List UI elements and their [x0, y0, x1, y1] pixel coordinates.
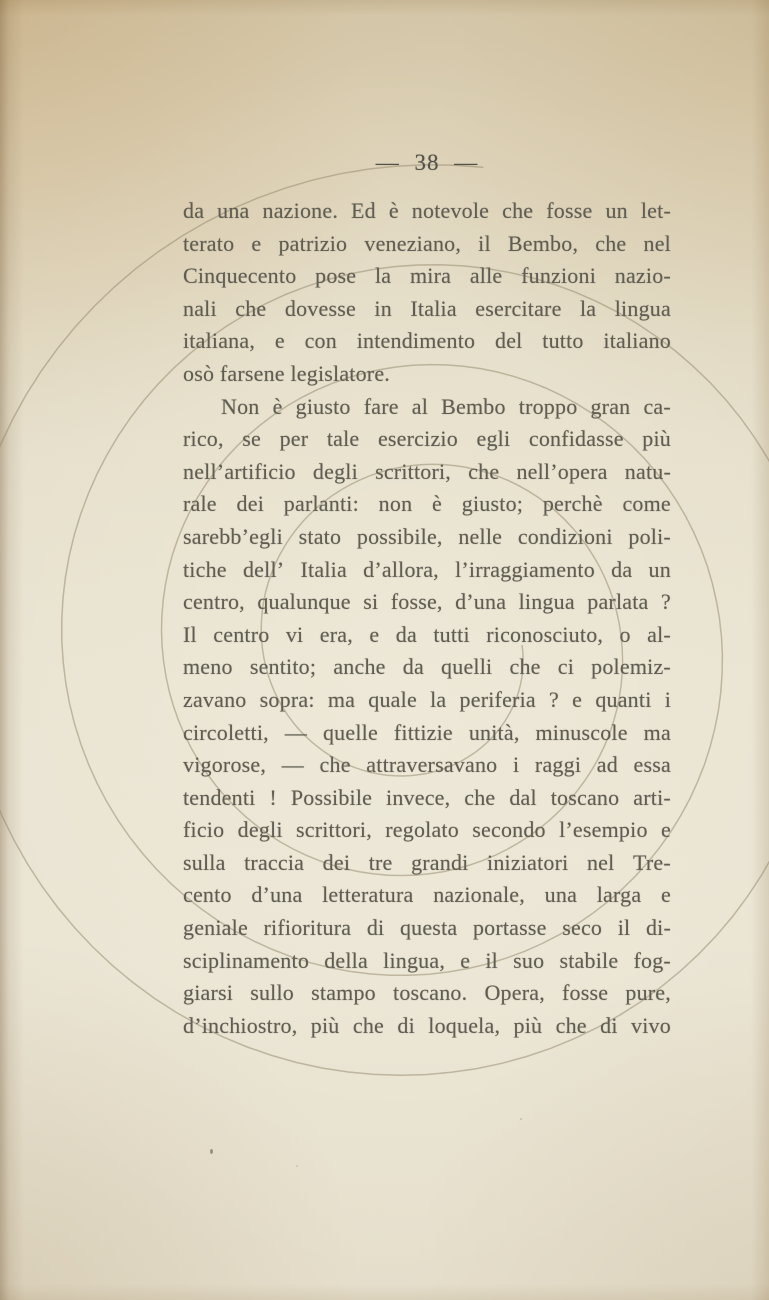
text-line: sarebb’egli stato possibile, nelle condizioni poli- — [183, 523, 671, 549]
text-line: terato e patrizio veneziano, il Bembo, che nel — [183, 230, 671, 256]
text-line: nell’artificio degli scrittori, che nell’opera natu- — [183, 458, 671, 484]
text-line: tiche dell’ Italia d’allora, l’irraggiamento da un — [183, 556, 671, 582]
text-line: circoletti, — quelle fittizie unità, minuscole ma — [183, 719, 671, 745]
text-line: sulla traccia dei tre grandi iniziatori nel Tre- — [183, 849, 671, 875]
text-line: cento d’una letteratura nazionale, una larga e — [183, 882, 671, 908]
text-line: Il centro vi era, e da tutti riconosciuto, o al- — [183, 621, 671, 647]
text-line: ficio degli scrittori, regolato secondo l’esempio e — [183, 817, 671, 843]
text-line: rale dei parlanti: non è giusto; perchè come — [183, 491, 671, 517]
text-line: d’inchiostro, più che di loquela, più che di vivo — [183, 1012, 671, 1038]
paper-speck — [210, 1149, 213, 1154]
text-line: osò farsene legislatore. — [183, 360, 391, 386]
text-line: giarsi sullo stampo toscano. Opera, fosse pure, — [183, 980, 671, 1006]
text-line: meno sentito; anche da quelli che ci polemiz- — [183, 654, 671, 680]
text-line: zavano sopra: ma quale la periferia ? e quanti i — [183, 686, 671, 712]
paper-speck — [296, 1165, 298, 1167]
page-number: — 38 — — [375, 150, 479, 175]
text-line: centro, qualunque si fosse, d’una lingua parlata ? — [183, 589, 671, 615]
paper-speck — [520, 1118, 522, 1120]
text-line: Cinquecento pose la mira alle funzioni nazio- — [183, 263, 671, 289]
text-line: Non è giusto fare al Bembo troppo gran ca- — [221, 393, 671, 419]
text-block — [183, 198, 671, 1045]
text-line: sciplinamento della lingua, e il suo stabile fog- — [183, 947, 671, 973]
text-line: italiana, e con intendimento del tutto italiano — [183, 328, 671, 354]
text-line: nali che dovesse in Italia esercitare la lingua — [183, 295, 671, 321]
text-line: da una nazione. Ed è notevole che fosse un let- — [183, 198, 671, 223]
text-line: geniale rifioritura di questa portasse seco il di- — [183, 915, 671, 941]
text-line: vigorose, — che attraversavano i raggi ad essa — [183, 752, 671, 778]
text-line: rico, se per tale esercizio egli confidasse più — [183, 426, 671, 452]
text-line: tendenti ! Possibile invece, che dal toscano arti- — [183, 784, 671, 810]
